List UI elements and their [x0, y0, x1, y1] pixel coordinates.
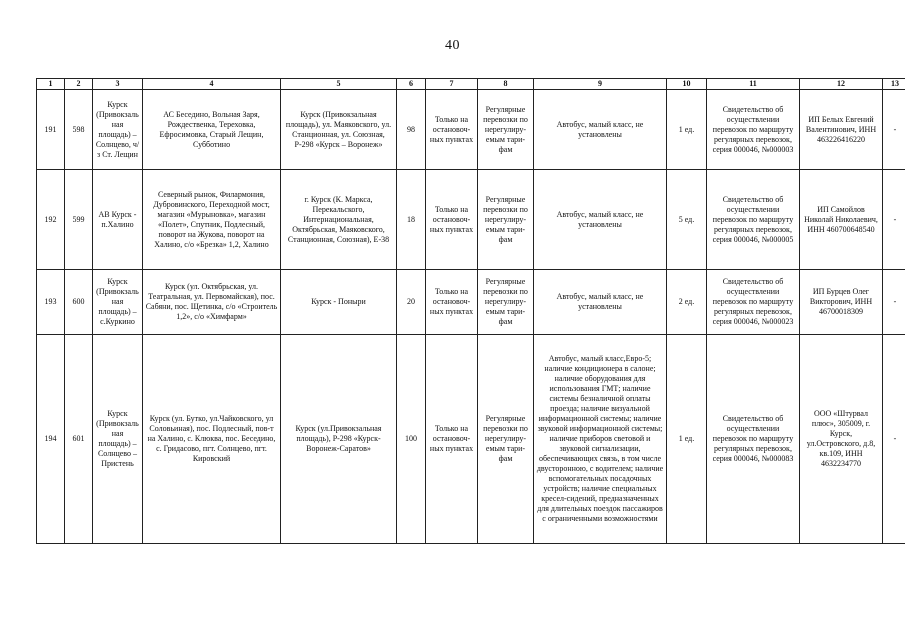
row-number-cell: 194: [37, 335, 65, 544]
header-cell: 13: [883, 79, 905, 90]
transport-type-cell: Регулярные перевозки по нерегулиру- емым тари- фам: [478, 270, 534, 335]
vehicle-count-cell: 1 ед.: [667, 90, 707, 170]
certificate-cell: Свидетельство об осуществлении перевозок по маршруту регулярных перевозок, серия 000046, №000003: [707, 90, 800, 170]
route-number-cell: 600: [65, 270, 93, 335]
row-number-cell: 193: [37, 270, 65, 335]
certificate-cell: Свидетельство об осуществлении перевозок по маршруту регулярных перевозок, серия 000046, №000023: [707, 270, 800, 335]
header-cell: 1: [37, 79, 65, 90]
header-row: [37, 79, 905, 90]
route-registry-table: [36, 78, 905, 544]
route-number-cell: 599: [65, 170, 93, 270]
transport-type-cell: Регулярные перевозки по нерегулиру- емым тари- фам: [478, 170, 534, 270]
table-row: [37, 270, 905, 335]
route-name-cell: Курск (Привокзаль ная площадь) – Солнцево – Пристень: [93, 335, 143, 544]
certificate-cell: Свидетельство об осуществлении перевозок по маршруту регулярных перевозок, серия 000046, №000083: [707, 335, 800, 544]
transport-type-cell: Регулярные перевозки по нерегулиру- емым тари- фам: [478, 90, 534, 170]
row-number-cell: 191: [37, 90, 65, 170]
notes-cell: -: [883, 170, 905, 270]
header-cell: 6: [397, 79, 426, 90]
table-row: [37, 335, 905, 544]
vehicle-cell: Автобус, малый класс, не установлены: [534, 170, 667, 270]
carrier-cell: ИП Белых Евгений Валентинович, ИНН 463226416220: [800, 90, 883, 170]
route-number-cell: 598: [65, 90, 93, 170]
route-name-cell: Курск (Привокзаль ная площадь) – Солнцево, ч/з Ст. Лещин: [93, 90, 143, 170]
carrier-cell: ИП Самойлов Николай Николаевич, ИНН 460700648540: [800, 170, 883, 270]
route-number-cell: 601: [65, 335, 93, 544]
header-cell: 3: [93, 79, 143, 90]
notes-cell: -: [883, 90, 905, 170]
header-cell: 12: [800, 79, 883, 90]
carrier-cell: ИП Бурцев Олег Викторович, ИНН 46700018309: [800, 270, 883, 335]
certificate-cell: Свидетельство об осуществлении перевозок по маршруту регулярных перевозок, серия 000046, №000005: [707, 170, 800, 270]
table-row: [37, 170, 905, 270]
row-number-cell: 192: [37, 170, 65, 270]
length-cell: 98: [397, 90, 426, 170]
vehicle-cell: Автобус, малый класс, не установлены: [534, 90, 667, 170]
vehicle-count-cell: 1 ед.: [667, 335, 707, 544]
header-cell: 11: [707, 79, 800, 90]
table-row: [37, 90, 905, 170]
page-number: 40: [445, 38, 460, 53]
notes-cell: -: [883, 270, 905, 335]
vehicle-cell: Автобус, малый класс,Евро-5; наличие кондиционера в салоне; наличие оборудования для использования ГМТ; наличие системы безналичной оплаты проезда; наличие визуальной информационной системы; наличие звуковой информационной системы; наличие приборов световой и звуковой сигнализации, обеспечивающих связь, в том числе двусторонною, с водителем; наличие вспомогательных посадочных устройств; наличие специальных кресел-сидений, предназначенных для длительных поездок пассажиров с ограниченными возможностями: [534, 335, 667, 544]
stops-cell: Курск (ул. Бутко, ул.Чайковского, ул Соловьиная), пос. Подлесный, пов-т на Халино, с. Клюква, пос. Беседино, с. Гридасово, пгт. Солнцево, пгт. Кировский: [143, 335, 281, 544]
length-cell: 20: [397, 270, 426, 335]
streets-cell: Курск - Поныри: [281, 270, 397, 335]
header-cell: 2: [65, 79, 93, 90]
boarding-order-cell: Только на остановоч- ных пунктах: [426, 90, 478, 170]
notes-cell: -: [883, 335, 905, 544]
stops-cell: Курск (ул. Октябрьская, ул. Театральная, ул. Первомайская), пос. Сабяни, пос. Щетинка, с/о «Строитель 1,2», с/о «Химфарм»: [143, 270, 281, 335]
route-name-cell: АВ Курск - п.Халино: [93, 170, 143, 270]
stops-cell: Северный рынок, Филармония, Дубровинского, Переходной мост, магазин «Мурыновка», магазин «Полет», Спутник, Подлесный, поворот на Жукова, поворот на Халино, с/о «Брезка» 1,2, Халино: [143, 170, 281, 270]
vehicle-count-cell: 2 ед.: [667, 270, 707, 335]
header-cell: 7: [426, 79, 478, 90]
header-cell: 9: [534, 79, 667, 90]
transport-type-cell: Регулярные перевозки по нерегулиру- емым тари- фам: [478, 335, 534, 544]
header-cell: 5: [281, 79, 397, 90]
vehicle-count-cell: 5 ед.: [667, 170, 707, 270]
header-cell: 10: [667, 79, 707, 90]
boarding-order-cell: Только на остановоч- ных пунктах: [426, 270, 478, 335]
length-cell: 18: [397, 170, 426, 270]
streets-cell: Курск (Привокзальная площадь), ул. Маяковского, ул. Станционная, ул. Союзная, Р-298 «Курск – Воронеж»: [281, 90, 397, 170]
stops-cell: АС Беседино, Вольная Заря, Рождественка, Тереховка, Ефросимовка, Старый Лещин, Субботино: [143, 90, 281, 170]
streets-cell: Курск (ул.Привокзальная площадь), Р-298 «Курск-Воронеж-Саратов»: [281, 335, 397, 544]
header-cell: 4: [143, 79, 281, 90]
route-name-cell: Курск (Привокзаль ная площадь) – с.Куркино: [93, 270, 143, 335]
length-cell: 100: [397, 335, 426, 544]
boarding-order-cell: Только на остановоч- ных пунктах: [426, 170, 478, 270]
carrier-cell: ООО «Штурвал плюс», 305009, г. Курск, ул.Островского, д.8, кв.109, ИНН 4632234770: [800, 335, 883, 544]
boarding-order-cell: Только на остановоч- ных пунктах: [426, 335, 478, 544]
header-cell: 8: [478, 79, 534, 90]
vehicle-cell: Автобус, малый класс, не установлены: [534, 270, 667, 335]
streets-cell: г. Курск (К. Маркса, Перекальского, Интернациональная, Октябрьская, Маяковского, Станционная, Союзная), Е-38: [281, 170, 397, 270]
